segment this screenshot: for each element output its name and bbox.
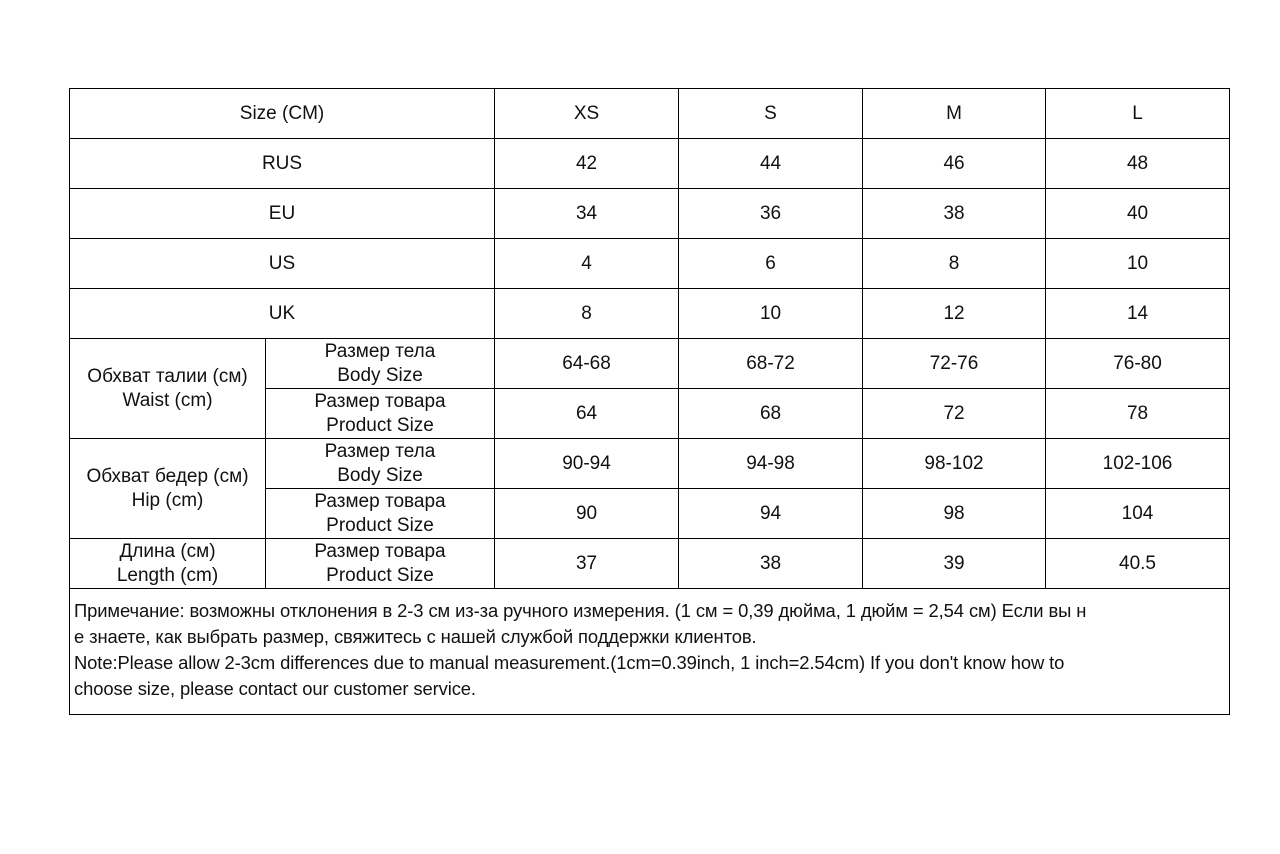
cell-uk-l: 14	[1046, 289, 1230, 339]
note-ru-line-1: Примечание: возможны отклонения в 2-3 см из-за ручного измерения. (1 см = 0,39 дюйма, 1 дюйм = 2,54 см) Если вы н	[74, 600, 1087, 621]
note-en-line-2: choose size, please contact our customer service.	[74, 678, 476, 699]
cell-hip-product-xs: 90	[495, 489, 679, 539]
cell-hip-product-m: 98	[863, 489, 1046, 539]
cell-hip-body-m: 98-102	[863, 439, 1046, 489]
cell-uk-m: 12	[863, 289, 1046, 339]
note-ru-line-2: е знаете, как выбрать размер, свяжитесь с нашей службой поддержки клиентов.	[74, 626, 757, 647]
cell-hip-body-l: 102-106	[1046, 439, 1230, 489]
sub-label-en: Body Size	[337, 464, 423, 486]
cell-uk-xs: 8	[495, 289, 679, 339]
size-header-s: S	[679, 89, 863, 139]
note-row	[70, 589, 1230, 715]
group-label-waist	[70, 339, 266, 439]
cell-waist-product-m: 72	[863, 389, 1046, 439]
sub-label-waist-body	[266, 339, 495, 389]
size-header-l: L	[1046, 89, 1230, 139]
table-row-hip-body	[70, 439, 1230, 489]
sub-label-hip-product	[266, 489, 495, 539]
cell-hip-body-s: 94-98	[679, 439, 863, 489]
cell-waist-body-l: 76-80	[1046, 339, 1230, 389]
cell-eu-m: 38	[863, 189, 1046, 239]
group-label-length-en: Length (cm)	[116, 564, 219, 586]
sub-label-en: Product Size	[326, 414, 434, 436]
table-row-eu	[70, 189, 1230, 239]
sub-label-length-product	[266, 539, 495, 589]
cell-waist-product-l: 78	[1046, 389, 1230, 439]
cell-uk-s: 10	[679, 289, 863, 339]
cell-eu-l: 40	[1046, 189, 1230, 239]
cell-length-product-m: 39	[863, 539, 1046, 589]
sub-label-en: Body Size	[337, 364, 423, 386]
row-label-rus: RUS	[70, 139, 495, 189]
sub-label-ru: Размер тела	[324, 340, 436, 362]
cell-us-l: 10	[1046, 239, 1230, 289]
cell-us-xs: 4	[495, 239, 679, 289]
cell-hip-body-xs: 90-94	[495, 439, 679, 489]
cell-length-product-s: 38	[679, 539, 863, 589]
note-en-line-1: Note:Please allow 2-3cm differences due to manual measurement.(1cm=0.39inch, 1 inch=2.54cm) If you don't know how to	[74, 652, 1065, 673]
sub-label-en: Product Size	[326, 514, 434, 536]
cell-length-product-l: 40.5	[1046, 539, 1230, 589]
row-label-eu: EU	[70, 189, 495, 239]
measurement-note	[70, 589, 1230, 715]
group-label-hip	[70, 439, 266, 539]
table-row-waist-body	[70, 339, 1230, 389]
size-chart-table	[69, 88, 1230, 715]
sub-label-ru: Размер товара	[314, 490, 446, 512]
table-row-rus	[70, 139, 1230, 189]
group-label-length	[70, 539, 266, 589]
cell-rus-m: 46	[863, 139, 1046, 189]
cell-waist-body-m: 72-76	[863, 339, 1046, 389]
cell-waist-body-s: 68-72	[679, 339, 863, 389]
sub-label-hip-body	[266, 439, 495, 489]
cell-length-product-xs: 37	[495, 539, 679, 589]
sub-label-ru: Размер тела	[324, 440, 436, 462]
group-label-hip-en: Hip (cm)	[131, 489, 204, 511]
sub-label-waist-product	[266, 389, 495, 439]
cell-eu-xs: 34	[495, 189, 679, 239]
group-label-waist-en: Waist (cm)	[122, 389, 213, 411]
sub-label-ru: Размер товара	[314, 390, 446, 412]
size-header-m: M	[863, 89, 1046, 139]
cell-us-m: 8	[863, 239, 1046, 289]
sub-label-ru: Размер товара	[314, 540, 446, 562]
cell-waist-body-xs: 64-68	[495, 339, 679, 389]
cell-rus-s: 44	[679, 139, 863, 189]
group-label-length-ru: Длина (см)	[119, 540, 216, 562]
cell-hip-product-s: 94	[679, 489, 863, 539]
header-row	[70, 89, 1230, 139]
cell-rus-l: 48	[1046, 139, 1230, 189]
row-label-uk: UK	[70, 289, 495, 339]
group-label-waist-ru: Обхват талии (см)	[87, 365, 248, 387]
sub-label-en: Product Size	[326, 564, 434, 586]
size-header-xs: XS	[495, 89, 679, 139]
table-row-uk	[70, 289, 1230, 339]
row-label-us: US	[70, 239, 495, 289]
cell-waist-product-xs: 64	[495, 389, 679, 439]
size-header-label: Size (CM)	[70, 89, 495, 139]
table-row-us	[70, 239, 1230, 289]
cell-eu-s: 36	[679, 189, 863, 239]
cell-hip-product-l: 104	[1046, 489, 1230, 539]
cell-waist-product-s: 68	[679, 389, 863, 439]
cell-rus-xs: 42	[495, 139, 679, 189]
group-label-hip-ru: Обхват бедер (см)	[86, 465, 249, 487]
cell-us-s: 6	[679, 239, 863, 289]
table-row-length-product	[70, 539, 1230, 589]
